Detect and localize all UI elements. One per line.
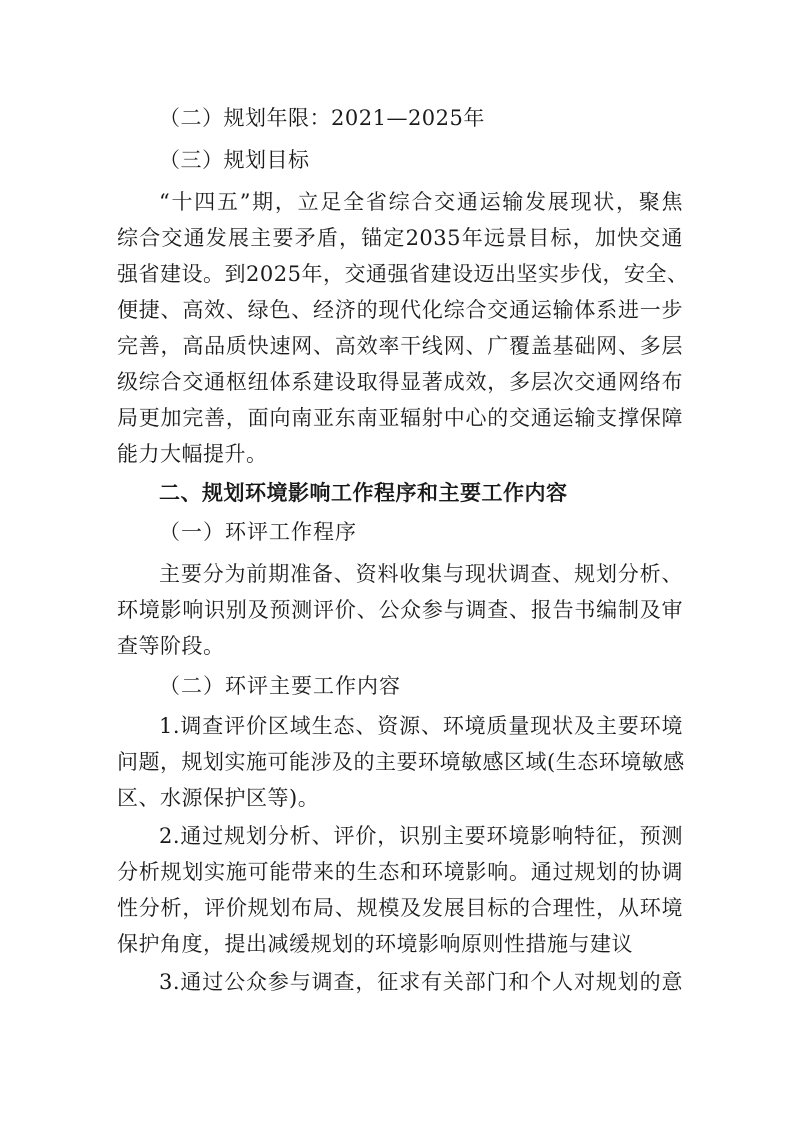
section-heading: 二、规划环境影响工作程序和主要工作内容 (159, 481, 568, 505)
planning-goal-title: （三）规划目标 (159, 148, 310, 172)
goal-paragraph-line: “十四五”期，立足全省综合交通运输发展现状，聚焦 (159, 190, 683, 214)
content-item-2-line: 分析规划实施可能带来的生态和环境影响。通过规划的协调 (117, 860, 683, 884)
goal-paragraph-line: 强省建设。到2025年，交通强省建设迈出坚实步伐，安全、 (117, 262, 689, 286)
goal-paragraph-line: 局更加完善，面向南亚东南亚辐射中心的交通运输支撑保障 (117, 406, 683, 430)
content-item-2-line: 性分析，评价规划布局、规模及发展目标的合理性，从环境 (117, 896, 683, 920)
subsection-title-content: （二）环评主要工作内容 (159, 674, 401, 698)
goal-paragraph-line: 完善，高品质快速网、高效率干线网、广覆盖基础网、多层 (117, 334, 683, 358)
content-item-2-line: 保护角度，提出减缓规划的环境影响原则性措施与建议 (117, 932, 633, 956)
procedure-paragraph-line: 主要分为前期准备、资料收集与现状调查、规划分析、 (159, 562, 683, 586)
goal-paragraph-line: 综合交通发展主要矛盾，锚定2035年远景目标，加快交通 (117, 226, 683, 250)
planning-period: （二）规划年限：2021—2025年 (159, 106, 485, 130)
subsection-title-procedure: （一）环评工作程序 (159, 520, 357, 544)
procedure-paragraph-line: 查等阶段。 (117, 634, 225, 658)
content-item-3-line: 3.通过公众参与调查，征求有关部门和个人对规划的意 (159, 970, 683, 994)
content-item-1-line: 问题，规划实施可能涉及的主要环境敏感区域(生态环境敏感 (117, 750, 685, 774)
procedure-paragraph-line: 环境影响识别及预测评价、公众参与调查、报告书编制及审 (117, 598, 683, 622)
goal-paragraph-line: 级综合交通枢纽体系建设取得显著成效，多层次交通网络布 (117, 370, 683, 394)
goal-paragraph-line: 便捷、高效、绿色、经济的现代化综合交通运输体系进一步 (117, 298, 683, 322)
goal-paragraph-line: 能力大幅提升。 (117, 442, 268, 466)
content-item-1-line: 1.调查评价区域生态、资源、环境质量现状及主要环境 (159, 714, 683, 738)
content-item-2-line: 2.通过规划分析、评价，识别主要环境影响特征，预测 (159, 824, 683, 848)
content-item-1-line: 区、水源保护区等)。 (117, 786, 320, 810)
